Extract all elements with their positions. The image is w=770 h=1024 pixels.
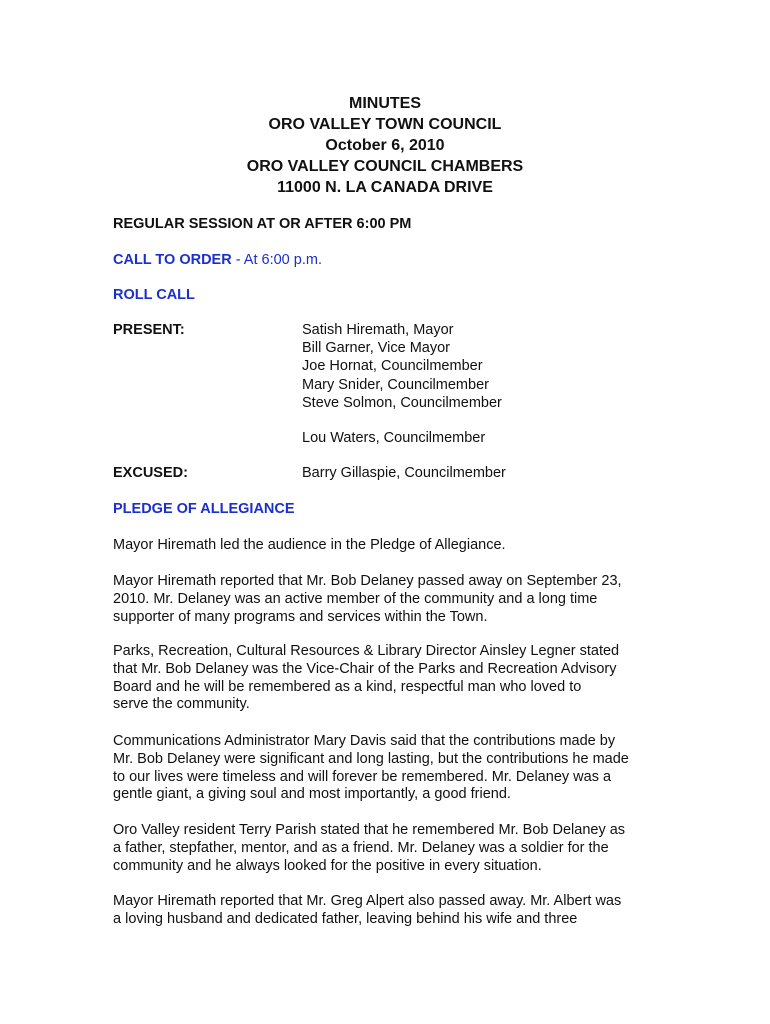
paragraph-line: Mayor Hiremath reported that Mr. Bob Delaney passed away on September 23, [113, 573, 622, 589]
present-members-list [302, 321, 502, 412]
call-to-order-label: CALL TO ORDER [113, 252, 232, 268]
paragraph-line: that Mr. Bob Delaney was the Vice-Chair of the Parks and Recreation Advisory [113, 660, 617, 677]
excused-member: Barry Gillaspie, Councilmember [302, 465, 506, 481]
session-heading: REGULAR SESSION AT OR AFTER 6:00 PM [113, 216, 412, 232]
excused-label: EXCUSED: [113, 465, 188, 481]
paragraph-line: 2010. Mr. Delaney was an active member of the community and a long time [113, 590, 598, 607]
paragraph-pledge [113, 537, 658, 555]
header-date: October 6, 2010 [325, 137, 445, 154]
present-label: PRESENT: [113, 322, 185, 338]
present-member: Bill Garner, Vice Mayor [302, 340, 451, 357]
present-member: Steve Solmon, Councilmember [302, 394, 502, 411]
paragraph-parish-statement [113, 822, 658, 875]
paragraph-legner-statement [113, 643, 658, 714]
paragraph-line: Mayor Hiremath led the audience in the Pledge of Allegiance. [113, 537, 506, 553]
paragraph-line: community and he always looked for the positive in every situation. [113, 857, 542, 874]
present-member: Satish Hiremath, Mayor [302, 322, 454, 338]
paragraph-line: Mayor Hiremath reported that Mr. Greg Alpert also passed away. Mr. Albert was [113, 893, 622, 909]
header-council-name: ORO VALLEY TOWN COUNCIL [268, 116, 502, 133]
call-to-order [113, 252, 322, 268]
paragraph-line: serve the community. [113, 696, 250, 713]
paragraph-alpert-report [113, 893, 658, 929]
header-address: 11000 N. LA CANADA DRIVE [277, 179, 493, 196]
paragraph-line: Communications Administrator Mary Davis said that the contributions made by [113, 733, 616, 749]
present-member: Joe Hornat, Councilmember [302, 358, 483, 375]
minutes-header [0, 93, 770, 198]
paragraph-line: gentle giant, a giving soul and most importantly, a good friend. [113, 786, 511, 803]
call-to-order-time: - At 6:00 p.m. [231, 252, 322, 268]
header-location: ORO VALLEY COUNCIL CHAMBERS [246, 158, 524, 175]
paragraph-line: a loving husband and dedicated father, leaving behind his wife and three [113, 910, 578, 927]
present-member: Mary Snider, Councilmember [302, 376, 489, 393]
paragraph-line: to our lives were timeless and will forever be remembered. Mr. Delaney was a [113, 768, 612, 785]
paragraph-delaney-report [113, 573, 658, 626]
paragraph-line: Board and he will be remembered as a kind, respectful man who loved to [113, 678, 582, 695]
paragraph-line: supporter of many programs and services within the Town. [113, 608, 488, 625]
paragraph-line: Oro Valley resident Terry Parish stated that he remembered Mr. Bob Delaney as [113, 822, 626, 838]
present-member-last: Lou Waters, Councilmember [302, 430, 486, 446]
pledge-heading: PLEDGE OF ALLEGIANCE [113, 501, 295, 517]
paragraph-line: a father, stepfather, mentor, and as a friend. Mr. Delaney was a soldier for the [113, 839, 609, 856]
roll-call-heading: ROLL CALL [113, 287, 195, 303]
paragraph-line: Parks, Recreation, Cultural Resources & Library Director Ainsley Legner stated [113, 643, 620, 659]
header-title: MINUTES [349, 95, 421, 112]
paragraph-davis-statement [113, 733, 658, 804]
paragraph-line: Mr. Bob Delaney were significant and long lasting, but the contributions he made [113, 750, 629, 767]
